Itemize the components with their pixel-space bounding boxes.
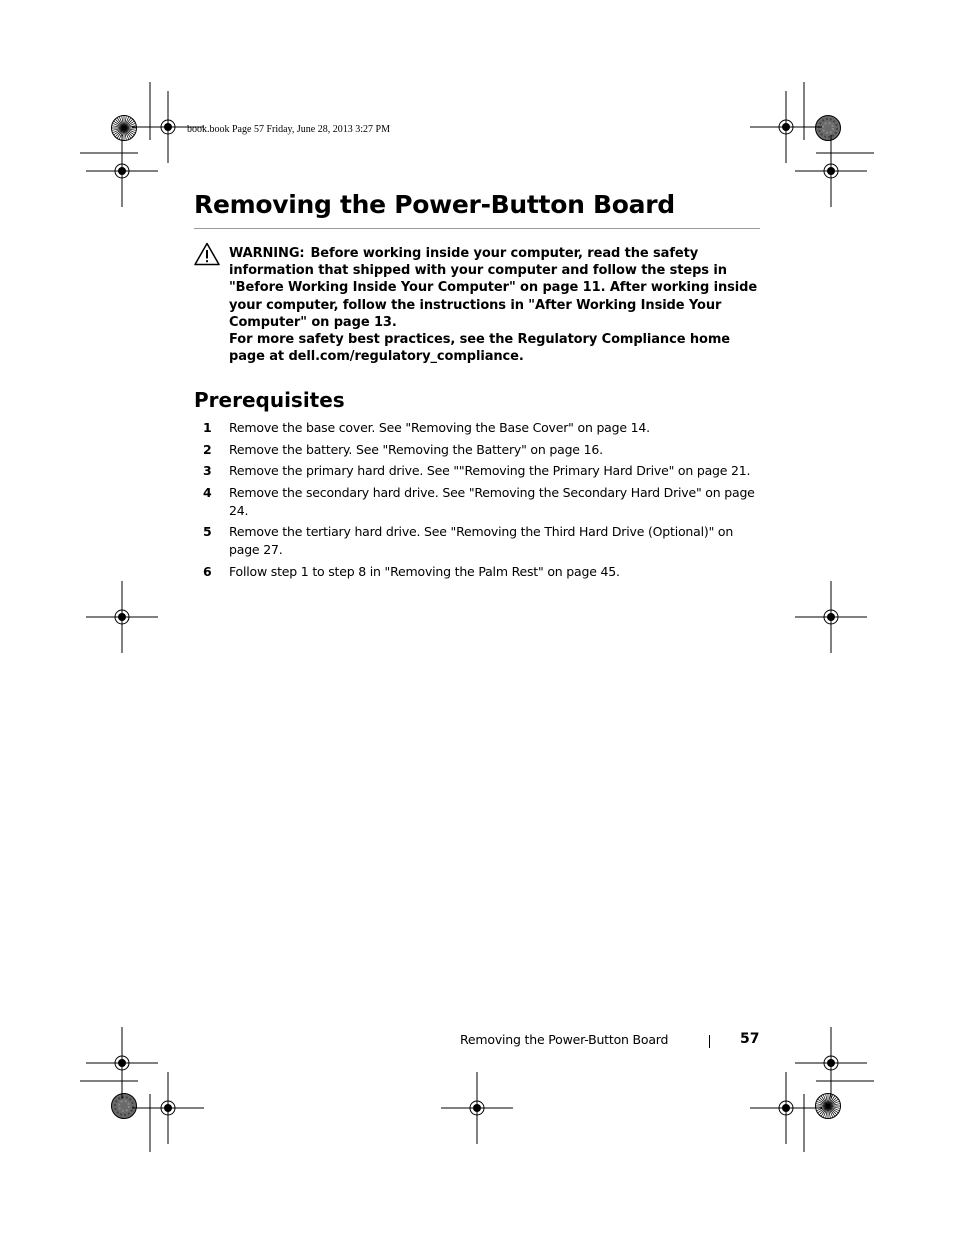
title-rule [194,228,760,229]
step-number: 2 [203,441,212,457]
prerequisite-steps [194,419,764,584]
header-slug: book.book Page 57 Friday, June 28, 2013 3:27 PM [187,124,390,135]
step-item [194,462,764,480]
color-target-icon [112,1094,137,1119]
step-number: 6 [203,563,212,579]
step-number: 5 [203,524,212,539]
step-item [194,563,764,581]
page-number: 57 [740,1031,760,1047]
step-item [194,484,764,520]
step-number: 1 [203,420,212,435]
step-text: Remove the secondary hard drive. See "Removing the Secondary Hard Drive" on page 24. [229,484,755,518]
step-item [194,419,764,437]
step-text: Remove the battery. See "Removing the Battery" on page 16. [229,441,603,457]
star-target-icon [816,1094,841,1119]
footer-divider [709,1035,710,1048]
step-item [194,441,764,459]
step-number: 4 [203,484,212,500]
section-heading: Prerequisites [194,388,345,412]
color-target-icon [816,116,841,141]
warning-block [229,245,764,365]
step-text: Remove the tertiary hard drive. See "Removing the Third Hard Drive (Optional)" on page 27. [229,524,734,557]
step-item [194,523,764,559]
step-text: Follow step 1 to step 8 in "Removing the Palm Rest" on page 45. [229,563,620,579]
footer-section-title: Removing the Power-Button Board [460,1032,669,1047]
step-number: 3 [203,463,212,478]
step-text: Remove the primary hard drive. See ""Removing the Primary Hard Drive" on page 21. [229,463,751,478]
page-title: Removing the Power-Button Board [194,190,675,219]
warning-label: WARNING: [229,246,305,261]
star-target-icon [112,116,137,141]
warning-text-2: For more safety best practices, see the Regulatory Compliance home page at dell.com/regulatory_compliance. [229,332,730,365]
step-text: Remove the base cover. See "Removing the Base Cover" on page 14. [229,420,650,435]
warning-triangle-icon [194,242,220,266]
warning-text: Before working inside your computer, read the safety information that shipped with your computer and follow the steps in "Before Working Inside Your Computer" on page 11. After working inside your computer, follow the instructions in "After Working Inside Your Computer" on page 13. [229,246,758,330]
